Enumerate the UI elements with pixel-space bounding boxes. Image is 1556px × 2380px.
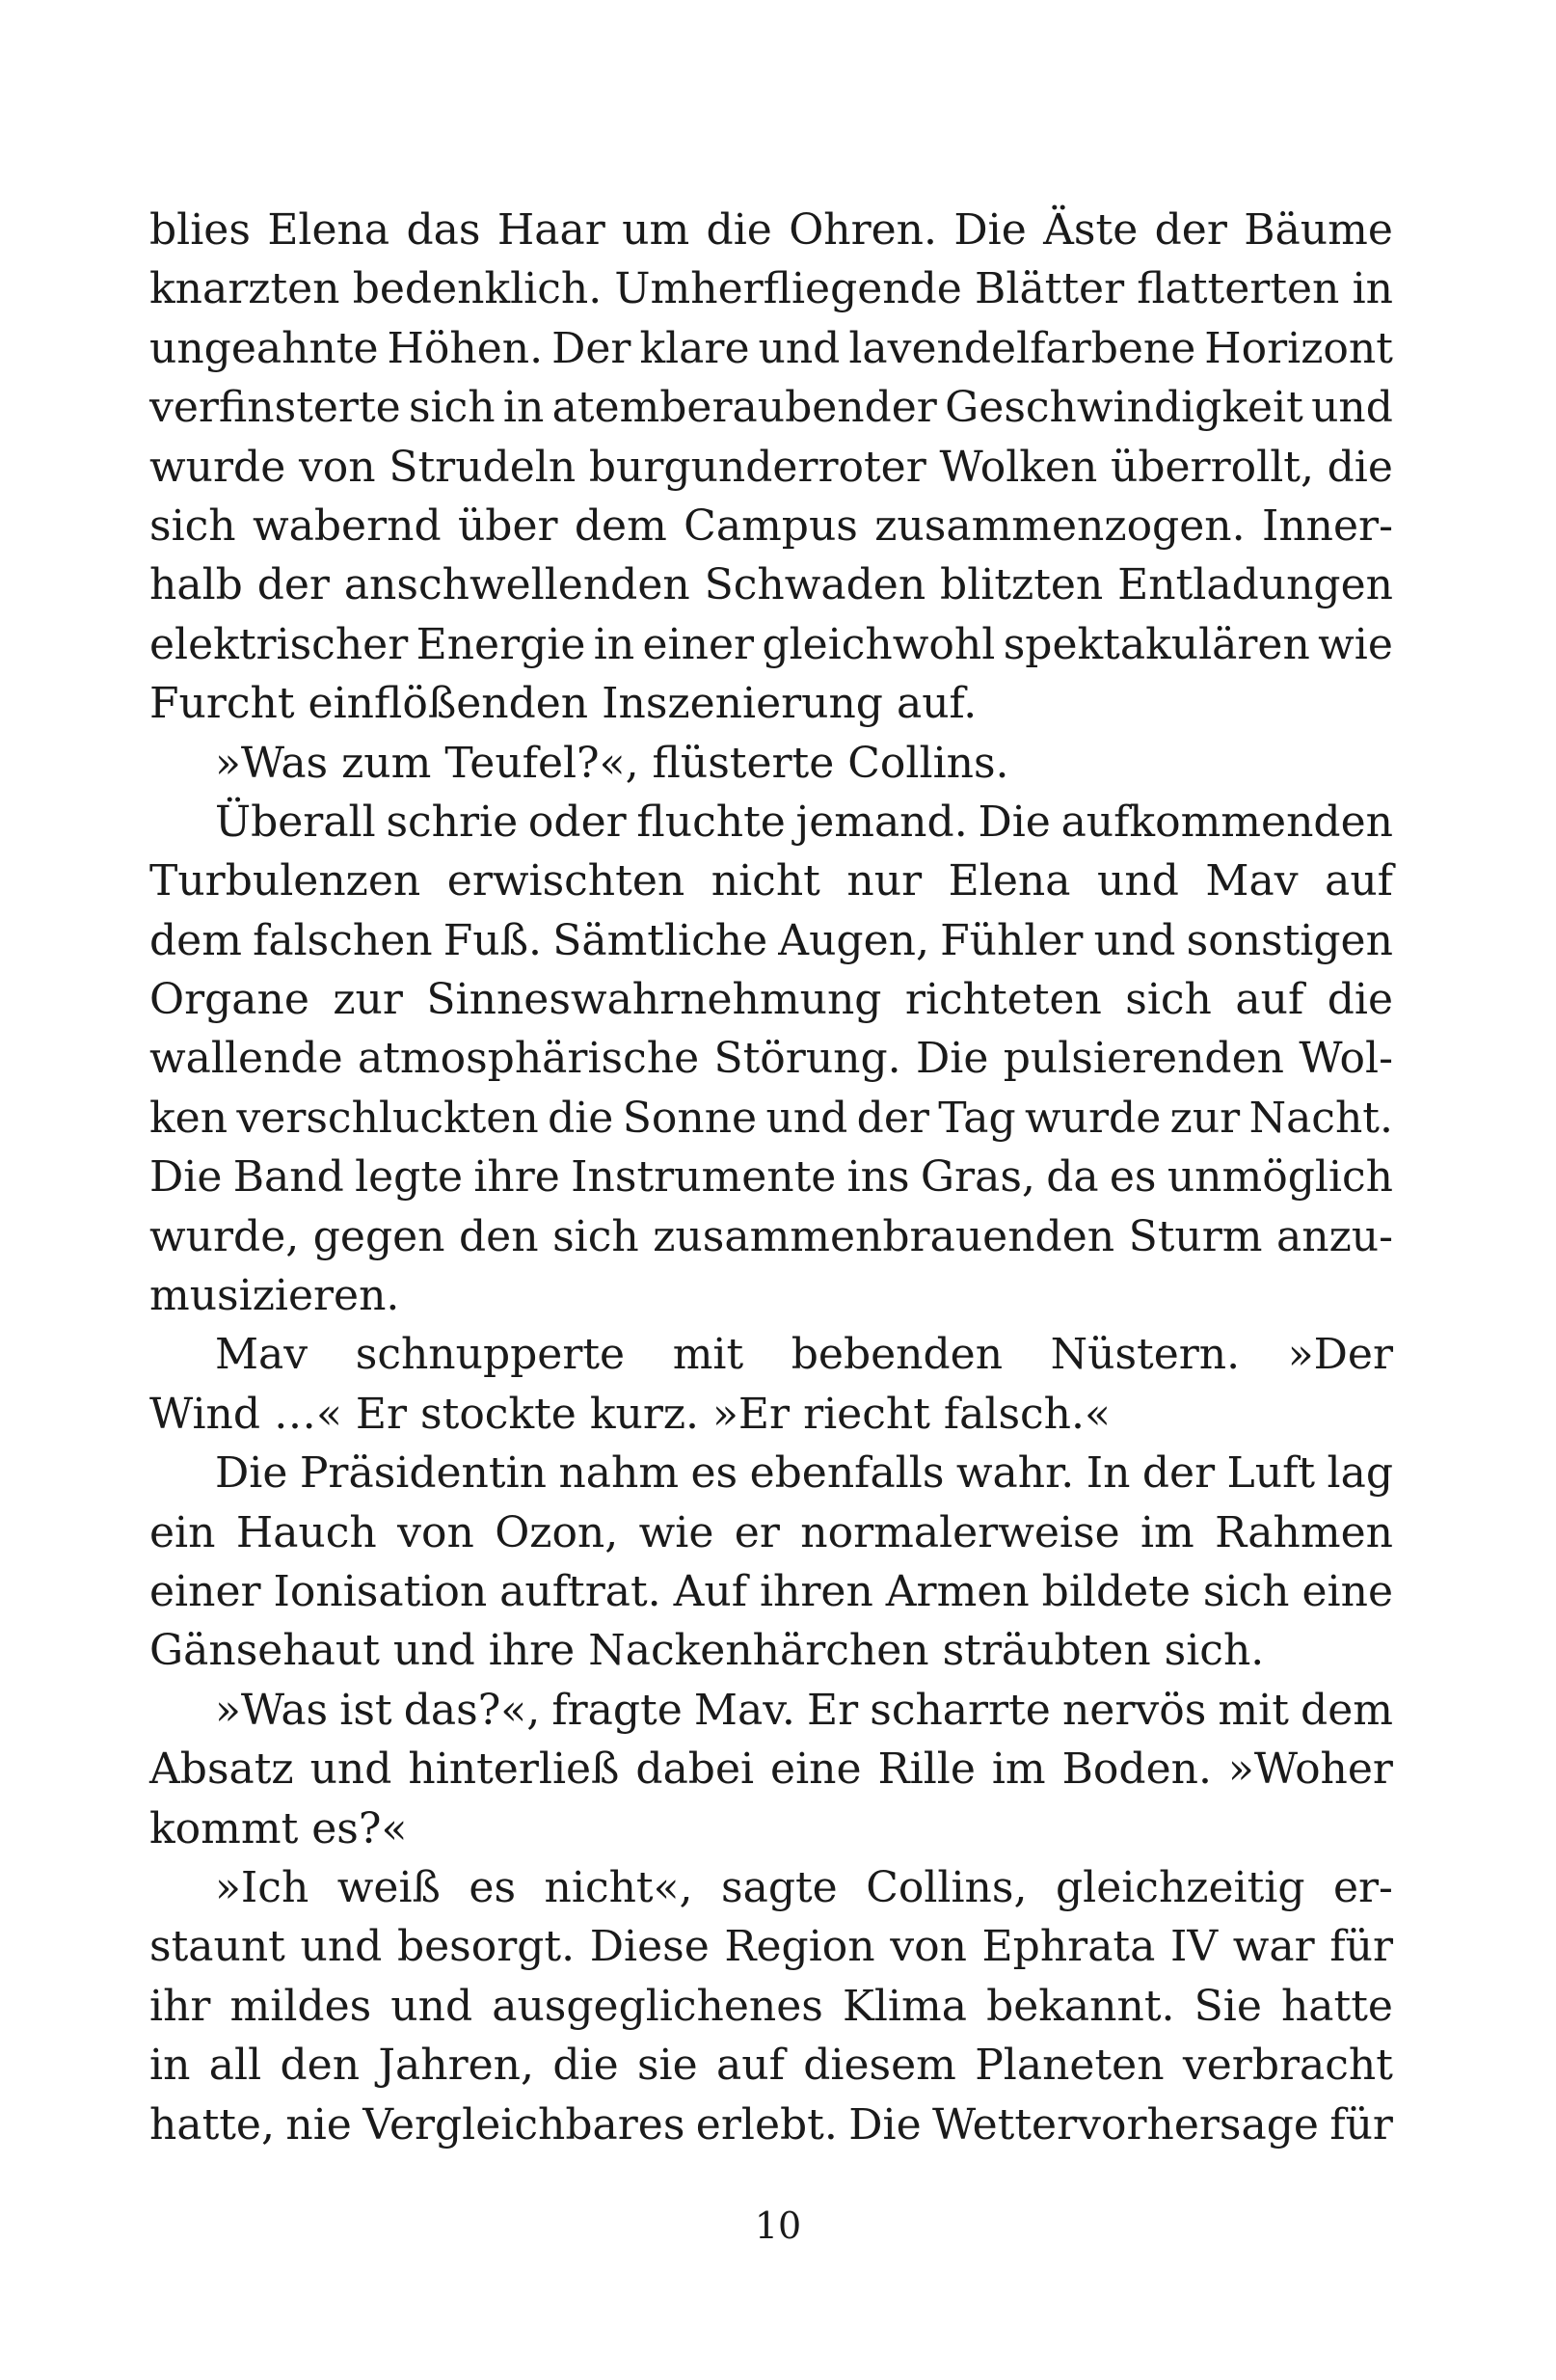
word: schnupperte xyxy=(355,1330,626,1380)
word: Hauch xyxy=(235,1507,377,1557)
word: dem xyxy=(574,500,667,551)
word: nahm xyxy=(558,1448,680,1499)
word: Schwaden xyxy=(704,560,926,610)
word: und xyxy=(758,323,841,373)
word: Haar xyxy=(496,205,605,255)
word: in xyxy=(593,619,635,669)
word: wallende xyxy=(149,1034,343,1084)
word: ein xyxy=(149,1507,216,1557)
word: nicht xyxy=(711,856,820,906)
word: aufkommenden xyxy=(1060,797,1393,847)
word: falschen xyxy=(253,915,433,965)
word: Wolken xyxy=(939,442,1098,492)
word: wabernd xyxy=(252,500,442,551)
word: auftrat. xyxy=(499,1566,661,1616)
word: den xyxy=(280,2041,361,2091)
word: ihr xyxy=(149,1981,211,2031)
word: ihre xyxy=(473,1152,560,1203)
text-line xyxy=(149,1444,1393,1502)
word: der xyxy=(256,560,330,610)
word: auf xyxy=(716,2041,785,2091)
word: überrollt, xyxy=(1111,442,1314,492)
word: Nüstern. xyxy=(1050,1330,1241,1380)
word: staunt xyxy=(149,1922,285,1972)
word: Die xyxy=(848,2099,922,2150)
word: fluchte xyxy=(636,797,786,847)
word: all xyxy=(208,2041,262,2091)
word: nur xyxy=(846,856,923,906)
page-number: 10 xyxy=(754,2204,802,2247)
word: Rahmen xyxy=(1215,1507,1393,1557)
word: weiß xyxy=(336,1862,441,1912)
word: Sonne xyxy=(622,1093,758,1143)
word: der xyxy=(1154,205,1227,255)
word: eine xyxy=(1301,1566,1393,1616)
word: und xyxy=(1311,383,1393,433)
word: sich xyxy=(552,1211,639,1261)
word: hatte xyxy=(1280,1981,1393,2031)
word: wurde xyxy=(1025,1093,1162,1143)
word: Die xyxy=(916,1034,989,1084)
word: erwischten xyxy=(446,856,685,906)
word: der xyxy=(856,1093,929,1143)
word: bebenden xyxy=(791,1330,1004,1380)
word: Jahren, xyxy=(378,2041,534,2091)
word: »Woher xyxy=(1227,1744,1393,1795)
word: für xyxy=(1329,1922,1393,1972)
word: wurde, xyxy=(149,1211,300,1261)
word: sich xyxy=(1125,975,1212,1025)
word: legte xyxy=(355,1152,464,1203)
text-line: Gänsehaut und ihre Nackenhärchen sträubten sich. xyxy=(149,1626,1265,1676)
text-line xyxy=(149,2096,1393,2154)
word: und xyxy=(1093,915,1176,965)
word: pulsierenden xyxy=(1003,1034,1284,1084)
word: da xyxy=(1046,1152,1099,1203)
word: in xyxy=(1352,264,1393,314)
word: sich xyxy=(149,500,236,551)
word: anzu- xyxy=(1276,1211,1393,1261)
word: Mav. xyxy=(693,1685,795,1735)
word: zusammenzogen. xyxy=(874,500,1246,551)
word: es xyxy=(690,1448,738,1499)
word: oder xyxy=(527,797,627,847)
word: IV xyxy=(1169,1922,1219,1972)
word: auf xyxy=(1325,856,1393,906)
word: zusammenbrauenden xyxy=(653,1211,1115,1261)
text-line: musizieren. xyxy=(149,1271,400,1321)
word: in xyxy=(502,383,545,433)
word: schrie xyxy=(386,797,519,847)
word: flatterten xyxy=(1137,264,1340,314)
word: atemberaubender xyxy=(551,383,937,433)
word: ihren xyxy=(759,1566,873,1616)
word: mit xyxy=(672,1330,744,1380)
word: und xyxy=(765,1093,848,1143)
word: Rille xyxy=(877,1744,976,1795)
text-line xyxy=(149,497,1393,555)
word: Vergleichbares xyxy=(362,2099,685,2150)
word: es xyxy=(1109,1152,1157,1203)
word: richteten xyxy=(904,975,1102,1025)
word: lag xyxy=(1327,1448,1393,1499)
text-line xyxy=(149,259,1393,318)
text-line xyxy=(149,201,1393,259)
word: und xyxy=(309,1744,392,1795)
word: Luft xyxy=(1226,1448,1316,1499)
word: atmosphärische xyxy=(357,1034,700,1084)
text-line xyxy=(149,793,1393,852)
word: spektakulären xyxy=(1003,619,1310,669)
text-line xyxy=(149,1917,1393,1976)
word: war xyxy=(1232,1922,1315,1972)
word: Energie xyxy=(416,619,586,669)
word: von xyxy=(397,1507,474,1557)
word: Sie xyxy=(1194,1981,1262,2031)
word: hatte, xyxy=(149,2099,275,2150)
word: wahr. xyxy=(955,1448,1075,1499)
word: »Ich xyxy=(215,1862,309,1912)
word: Die xyxy=(978,797,1051,847)
word: klare xyxy=(639,323,750,373)
word: Instrumente xyxy=(571,1152,837,1203)
word: sonstigen xyxy=(1186,915,1393,965)
word: sie xyxy=(636,2041,698,2091)
word: gegen xyxy=(312,1211,445,1261)
word: und xyxy=(300,1922,383,1972)
text-line xyxy=(149,555,1393,614)
word: Tag xyxy=(938,1093,1016,1143)
word: Organe xyxy=(149,975,309,1025)
text-line xyxy=(149,438,1393,497)
text-line xyxy=(149,1681,1393,1740)
text-line xyxy=(149,1562,1393,1621)
word: ebenfalls xyxy=(749,1448,945,1499)
word: bildete xyxy=(1041,1566,1191,1616)
word: knarzten xyxy=(149,264,340,314)
word: Ohren. xyxy=(789,205,938,255)
word: unmöglich xyxy=(1167,1152,1393,1203)
word: zur xyxy=(1169,1093,1241,1143)
word: Der xyxy=(551,323,631,373)
word: die xyxy=(1327,442,1393,492)
word: Band xyxy=(232,1152,344,1203)
word: ken xyxy=(149,1093,228,1143)
word: Collins, xyxy=(866,1862,1028,1912)
word: Wettervorhersage xyxy=(932,2099,1319,2150)
word: Ephrata xyxy=(981,1922,1156,1972)
text-line xyxy=(149,319,1393,378)
word: Äste xyxy=(1043,205,1139,255)
word: für xyxy=(1329,2099,1393,2150)
word: Präsidentin xyxy=(299,1448,547,1499)
word: normalerweise xyxy=(800,1507,1120,1557)
word: nicht«, xyxy=(544,1862,693,1912)
word: Er xyxy=(806,1685,859,1735)
word: Geschwindigkeit xyxy=(945,383,1303,433)
word: um xyxy=(622,205,690,255)
word: Absatz xyxy=(149,1744,294,1795)
word: In xyxy=(1086,1448,1131,1499)
word: Störung. xyxy=(713,1034,901,1084)
word: sagte xyxy=(721,1862,838,1912)
word: Die xyxy=(149,1152,223,1203)
text-line xyxy=(149,615,1393,674)
word: einer xyxy=(642,619,755,669)
word: ungeahnte xyxy=(149,323,379,373)
word: Turbulenzen xyxy=(149,856,421,906)
text-line: Wind …« Er stockte kurz. »Er riecht falsch.« xyxy=(149,1389,1111,1439)
word: einer xyxy=(149,1566,261,1616)
word: es xyxy=(469,1862,517,1912)
word: Entladungen xyxy=(1117,560,1393,610)
word: dem xyxy=(149,915,242,965)
word: ausgeglichenes xyxy=(492,1981,823,2031)
word: im xyxy=(991,1744,1046,1795)
word: Ozon, xyxy=(495,1507,619,1557)
text-line xyxy=(149,1740,1393,1799)
word: Horizont xyxy=(1204,323,1393,373)
text-line xyxy=(149,852,1393,910)
word: hinterließ xyxy=(408,1744,620,1795)
word: zur xyxy=(333,975,403,1025)
word: und xyxy=(1097,856,1179,906)
word: blitzten xyxy=(940,560,1104,610)
word: burgunderroter xyxy=(588,442,926,492)
word: scharrte xyxy=(870,1685,1051,1735)
word: dem xyxy=(1301,1685,1393,1735)
text-line xyxy=(149,1029,1393,1088)
word: bedenklich. xyxy=(352,264,603,314)
text-line: »Was zum Teufel?«, flüsterte Collins. xyxy=(215,738,1009,788)
text-line xyxy=(149,1325,1393,1384)
word: Strudeln xyxy=(389,442,577,492)
word: Fuß. xyxy=(443,915,543,965)
word: jemand. xyxy=(795,797,968,847)
word: anschwellenden xyxy=(343,560,690,610)
word: Elena xyxy=(948,856,1071,906)
word: Fühler xyxy=(940,915,1084,965)
word: das?«, xyxy=(403,1685,541,1735)
text-line xyxy=(149,1207,1393,1266)
word: mildes xyxy=(229,1981,372,2031)
word: Boden. xyxy=(1061,1744,1212,1795)
word: Sämtliche xyxy=(552,915,768,965)
text-line xyxy=(149,1503,1393,1562)
word: eine xyxy=(770,1744,862,1795)
word: mit xyxy=(1218,1685,1289,1735)
word: im xyxy=(1140,1507,1194,1557)
word: lavendelfarbene xyxy=(848,323,1196,373)
word: die xyxy=(1327,975,1393,1025)
word: Campus xyxy=(684,500,858,551)
word: nervös xyxy=(1061,1685,1207,1735)
text-line: kommt es?« xyxy=(149,1803,408,1853)
word: fragte xyxy=(551,1685,683,1735)
word: Wol- xyxy=(1299,1034,1393,1084)
word: Ionisation xyxy=(273,1566,488,1616)
word: erlebt. xyxy=(695,2099,838,2150)
word: er- xyxy=(1332,1862,1393,1912)
word: er xyxy=(734,1507,780,1557)
word: sich xyxy=(408,383,496,433)
word: blies xyxy=(149,205,251,255)
word: Blätter xyxy=(975,264,1125,314)
word: Mav xyxy=(215,1330,309,1380)
word: der xyxy=(1141,1448,1216,1499)
word: Sturm xyxy=(1128,1211,1263,1261)
word: Gras, xyxy=(920,1152,1035,1203)
word: dabei xyxy=(635,1744,755,1795)
text-line: Furcht einflößenden Inszenierung auf. xyxy=(149,679,978,729)
text-line xyxy=(149,1977,1393,2036)
word: von xyxy=(890,1922,967,1972)
word: besorgt. xyxy=(396,1922,576,1972)
word: die xyxy=(552,2041,619,2091)
word: wurde xyxy=(149,442,286,492)
word: das xyxy=(406,205,481,255)
word: ins xyxy=(846,1152,910,1203)
word: Mav xyxy=(1205,856,1299,906)
word: nie xyxy=(285,2099,352,2150)
word: »Was xyxy=(215,1685,329,1735)
text-line xyxy=(149,378,1393,437)
word: Region xyxy=(724,1922,875,1972)
text-line xyxy=(149,911,1393,970)
word: Höhen. xyxy=(387,323,544,373)
word: diesem xyxy=(803,2041,956,2091)
word: von xyxy=(298,442,376,492)
word: Elena xyxy=(267,205,390,255)
text-line xyxy=(149,1089,1393,1148)
word: Die xyxy=(215,1448,288,1499)
word: auf xyxy=(1235,975,1304,1025)
word: Bäume xyxy=(1244,205,1393,255)
word: elektrischer xyxy=(149,619,409,669)
text-line xyxy=(149,970,1393,1029)
word: Nacht. xyxy=(1248,1093,1393,1143)
text-line xyxy=(149,1148,1393,1206)
word: Inner- xyxy=(1261,500,1393,551)
word: Planeten xyxy=(975,2041,1165,2091)
word: gleichzeitig xyxy=(1055,1862,1305,1912)
word: Sinneswahrnehmung xyxy=(426,975,882,1025)
word: die xyxy=(706,205,772,255)
word: bekannt. xyxy=(986,1981,1175,2031)
word: Augen, xyxy=(778,915,929,965)
word: Diese xyxy=(589,1922,710,1972)
word: Die xyxy=(953,205,1027,255)
word: verschluckten xyxy=(236,1093,539,1143)
word: wie xyxy=(638,1507,714,1557)
word: Klima xyxy=(842,1981,967,2031)
text-line xyxy=(149,1858,1393,1917)
word: verfinsterte xyxy=(149,383,401,433)
word: Auf xyxy=(673,1566,748,1616)
word: den xyxy=(459,1211,539,1261)
word: Armen xyxy=(885,1566,1030,1616)
word: in xyxy=(149,2041,191,2091)
word: und xyxy=(390,1981,473,2031)
word: verbracht xyxy=(1182,2041,1393,2091)
body-text xyxy=(149,201,1393,2154)
word: Überall xyxy=(215,797,376,847)
word: ist xyxy=(339,1685,392,1735)
word: gleichwohl xyxy=(762,619,996,669)
word: die xyxy=(548,1093,614,1143)
word: wie xyxy=(1318,619,1393,669)
word: »Der xyxy=(1287,1330,1393,1380)
word: halb xyxy=(149,560,243,610)
text-line xyxy=(149,2036,1393,2095)
word: sich xyxy=(1202,1566,1290,1616)
word: Umherfliegende xyxy=(614,264,962,314)
word: über xyxy=(457,500,558,551)
